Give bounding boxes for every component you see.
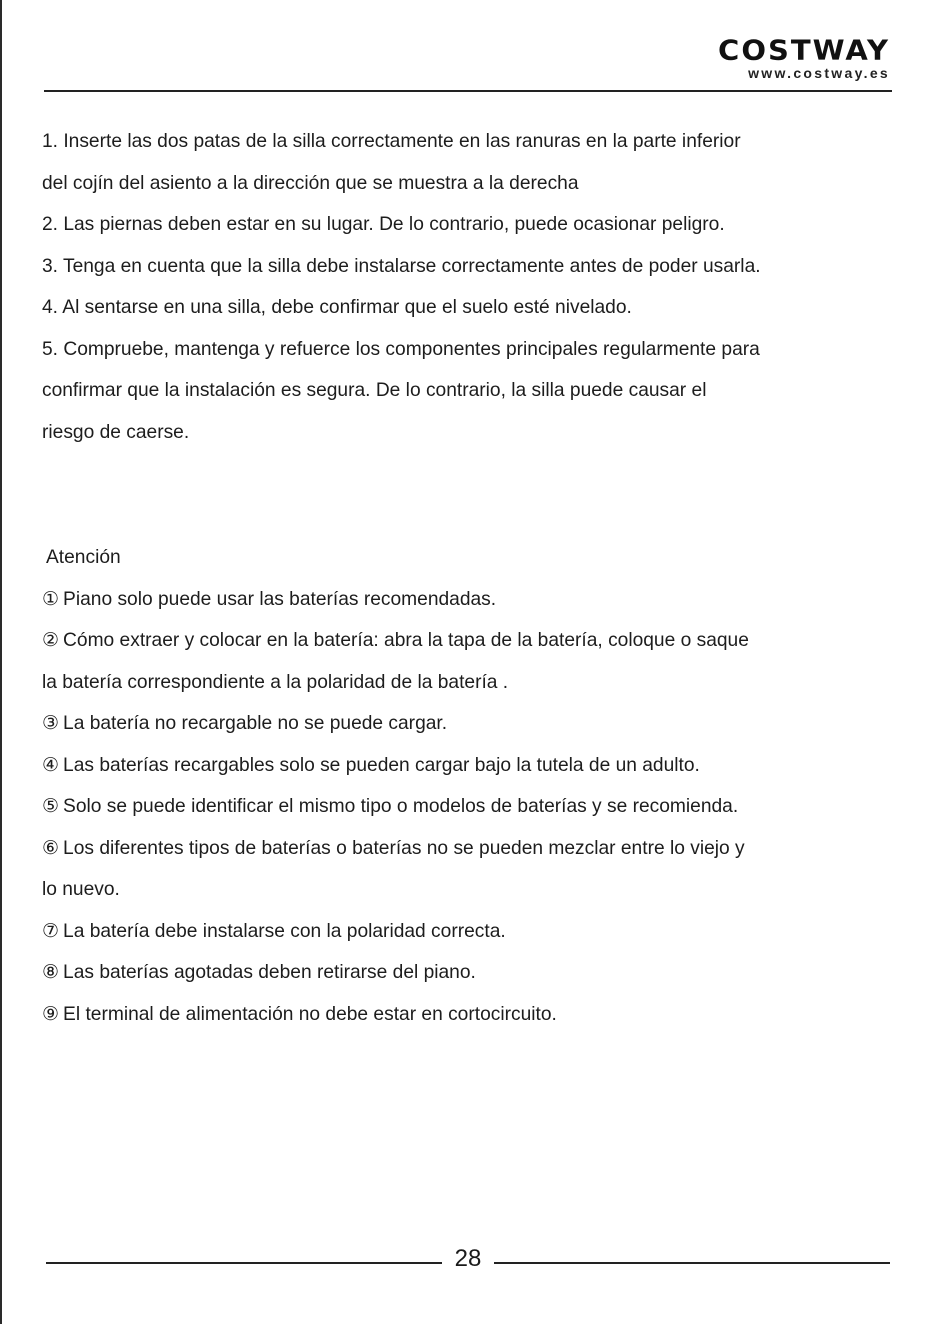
attention-item-text: Los diferentes tipos de baterías o baterías no se pueden mezclar entre lo viejo y — [63, 837, 745, 859]
instruction-line: 2. Las piernas deben estar en su lugar. De lo contrario, puede ocasionar peligro. — [42, 214, 725, 235]
instruction-line: confirmar que la instalación es segura. De lo contrario, la silla puede causar el — [42, 380, 707, 401]
attention-item-continuation — [42, 662, 902, 704]
attention-item-text: la batería correspondiente a la polaridad de la batería . — [42, 671, 509, 693]
attention-item-text: Solo se puede identificar el mismo tipo o modelos de baterías y se recomienda. — [63, 796, 739, 817]
attention-item — [42, 911, 902, 953]
instruction-line: riesgo de caerse. — [42, 421, 190, 443]
item-number-marker: ④ — [42, 753, 60, 776]
attention-item — [42, 952, 902, 994]
item-number-marker: ⑤ — [42, 795, 60, 817]
item-number-marker: ⑦ — [42, 919, 60, 942]
instruction-line: del cojín del asiento a la dirección que se muestra a la derecha — [42, 172, 579, 194]
attention-item-text: La batería no recargable no se puede cargar. — [63, 713, 448, 734]
page-left-edge — [0, 0, 2, 1324]
attention-item-text: Las baterías recargables solo se pueden cargar bajo la tutela de un adulto. — [63, 754, 700, 776]
attention-item — [42, 703, 902, 745]
instruction-line: 3. Tenga en cuenta que la silla debe instalarse correctamente antes de poder usarla. — [42, 255, 761, 277]
footer-divider-right — [494, 1262, 890, 1264]
item-number-marker: ⑥ — [42, 836, 60, 859]
item-number-marker: ② — [42, 629, 60, 651]
item-number-marker: ① — [42, 587, 60, 610]
attention-item-text: lo nuevo. — [42, 879, 120, 900]
instruction-line: 1. Inserte las dos patas de la silla correctamente en las ranuras en la parte inferior — [42, 131, 741, 152]
attention-item-text: Las baterías agotadas deben retirarse del piano. — [63, 962, 476, 983]
instructions-section — [42, 121, 902, 453]
attention-item-text: El terminal de alimentación no debe estar en cortocircuito. — [63, 1003, 557, 1025]
instruction-line: 5. Compruebe, mantenga y refuerce los componentes principales regularmente para — [42, 338, 760, 360]
brand-url: www.costway.es — [748, 65, 890, 81]
attention-item — [42, 745, 902, 787]
attention-item — [42, 994, 902, 1036]
instruction-line: 4. Al sentarse en una silla, debe confirmar que el suelo esté nivelado. — [42, 297, 632, 318]
attention-item — [42, 828, 902, 870]
page-number: 28 — [454, 1245, 482, 1272]
item-number-marker: ⑧ — [42, 961, 60, 983]
brand-logo: COSTWAY — [718, 34, 890, 67]
attention-item — [42, 620, 902, 662]
header-divider — [44, 90, 892, 92]
attention-item — [42, 786, 902, 828]
attention-title: Atención — [46, 547, 121, 568]
attention-item-continuation — [42, 869, 902, 911]
attention-item-text: Piano solo puede usar las baterías recomendadas. — [63, 588, 497, 610]
footer-divider-left — [46, 1262, 442, 1264]
attention-section — [42, 537, 902, 1035]
item-number-marker: ③ — [42, 712, 60, 734]
item-number-marker: ⑨ — [42, 1002, 60, 1025]
attention-item-text: Cómo extraer y colocar en la batería: abra la tapa de la batería, coloque o saque — [63, 630, 749, 651]
attention-item — [42, 579, 902, 621]
attention-item-text: La batería debe instalarse con la polaridad correcta. — [63, 920, 506, 942]
